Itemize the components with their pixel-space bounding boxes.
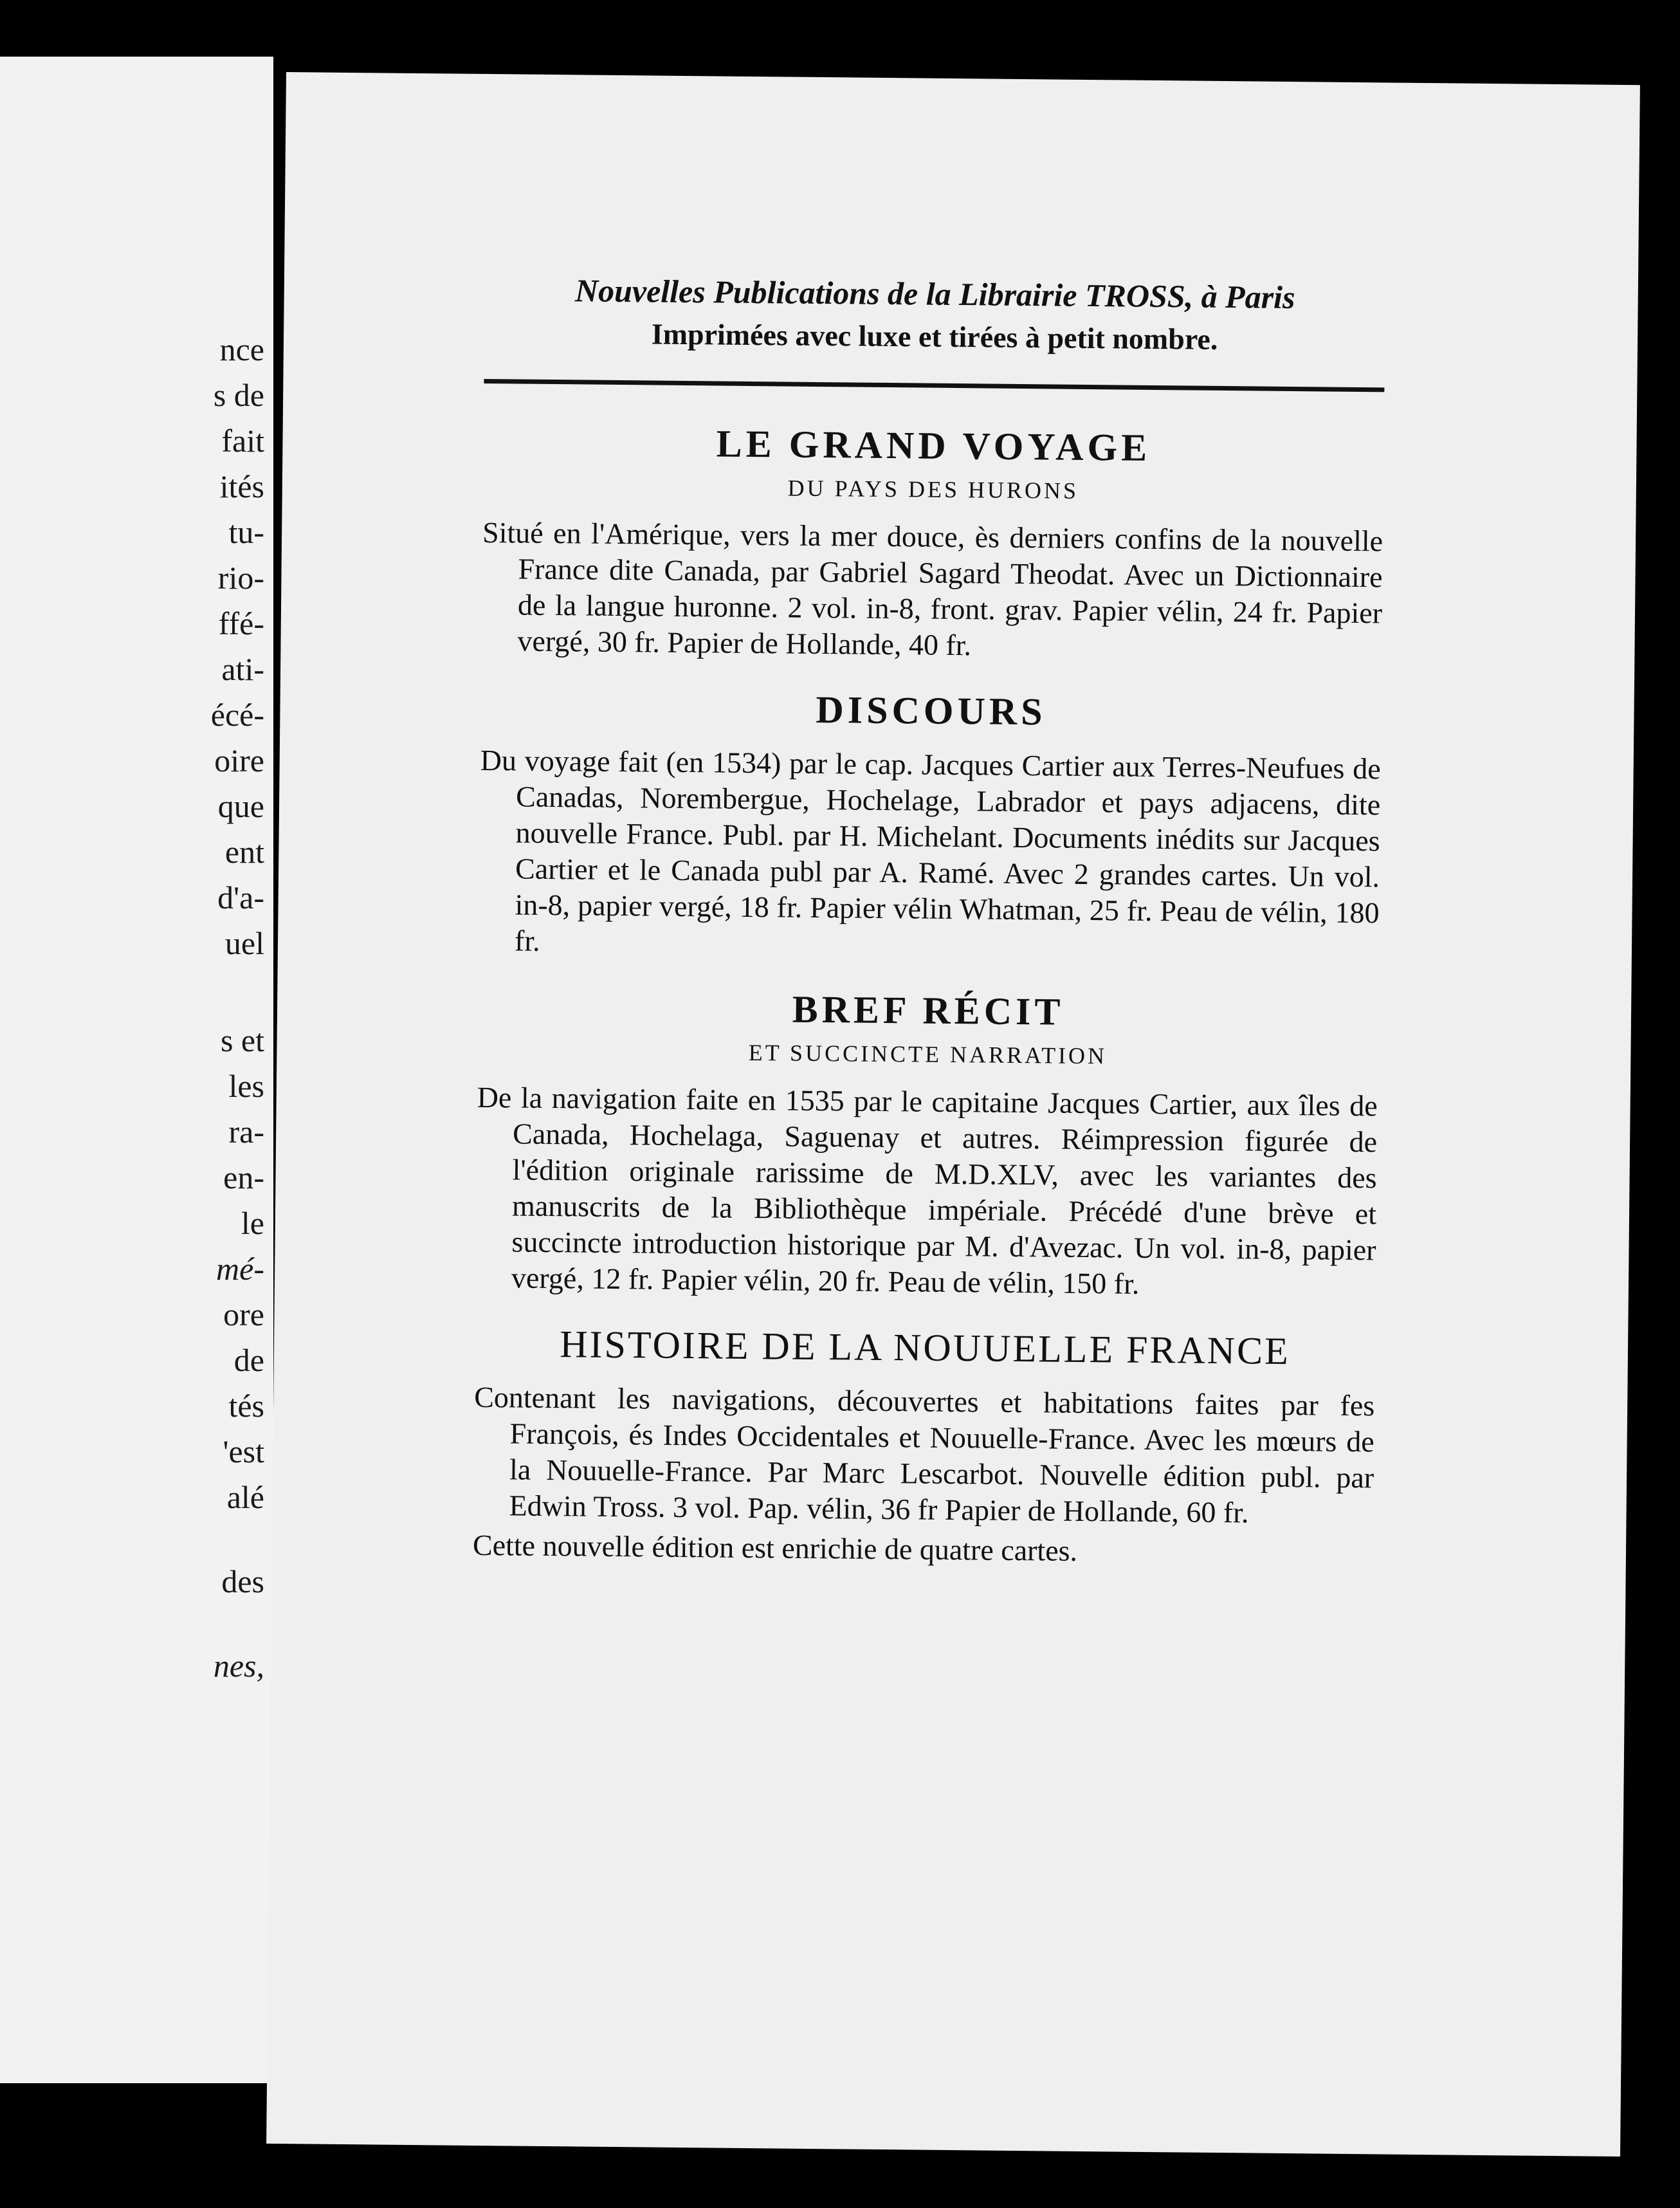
left-fragment: tés (228, 1388, 264, 1424)
entry-subtitle: ET SUCCINCTE NARRATION (748, 1039, 1108, 1069)
entry-note: Cette nouvelle édition est enrichie de quatre cartes. (472, 1528, 1078, 1567)
entry-title: BREF RÉCIT (792, 988, 1064, 1033)
left-fragment: nes, (213, 1648, 264, 1684)
entry-description: Situé en l'Amérique, vers la mer douce, ès derniers confins de la nouvelle France dite Canada, par Gabriel Sagard Theodat. Avec un Dictionnaire de la langue huronne. 2 vol. in-8, front. grav. Papier vélin, 24 fr. Papier vergé, 30 fr. Papier de Hollande, 40 fr. (482, 515, 1383, 662)
entry-subtitle: DU PAYS DES HURONS (787, 475, 1079, 504)
entry-bref-recit (475, 980, 1379, 1304)
left-fragment: de (233, 1342, 264, 1378)
page-content (473, 267, 1385, 1572)
left-fragment-gap (211, 1605, 264, 1643)
entry-grand-voyage (481, 416, 1384, 667)
left-fragment: nce (219, 331, 264, 367)
left-fragment: ent (224, 834, 264, 870)
publisher-subheading: Imprimées avec luxe et tirées à petit nombre. (651, 317, 1218, 356)
left-fragment: oire (214, 742, 264, 778)
entry-description: De la navigation faite en 1535 par le capitaine Jacques Cartier, aux îles de Canada, Hochelaga, Saguenay et autres. Réimpression figurée de l'édition originale rarissime de M.D.XLV, avec les variantes des manuscrits de la Bibliothèque impériale. Précédé d'une brève et succincte introduction historique par M. d'Avezac. Un vol. in-8, papier vergé, 12 fr. Papier vélin, 20 fr. Peau de vélin, 150 fr. (477, 1080, 1378, 1300)
left-fragment: les (228, 1068, 264, 1104)
left-fragment: des (221, 1563, 264, 1599)
right-page (266, 72, 1640, 2157)
left-fragment: ore (223, 1296, 264, 1332)
left-fragment: 'est (223, 1433, 264, 1469)
publisher-heading: Nouvelles Publications de la Librairie TROSS, à Paris (574, 272, 1295, 316)
left-fragment: fait (221, 423, 264, 459)
left-fragment-gap (211, 1520, 264, 1559)
masthead (484, 267, 1385, 362)
left-page (0, 57, 273, 2083)
left-fragment: d'a- (217, 879, 264, 915)
left-fragment: ra- (228, 1114, 264, 1150)
left-fragment: tu- (228, 514, 264, 550)
left-fragment: en- (223, 1159, 264, 1195)
left-fragment-gap (211, 966, 264, 1018)
horizontal-rule (484, 379, 1384, 392)
left-fragment: ati- (221, 651, 264, 687)
left-fragment: écé- (210, 697, 264, 733)
entry-title: LE GRAND VOYAGE (716, 422, 1151, 469)
left-fragment: le (241, 1205, 264, 1241)
entry-histoire (473, 1318, 1376, 1572)
left-fragment: s de (213, 377, 264, 413)
entry-title: DISCOURS (816, 688, 1046, 733)
left-fragment: que (217, 788, 264, 824)
left-fragment: ités (219, 468, 264, 504)
left-fragment: alé (226, 1479, 264, 1515)
left-fragment: mé- (216, 1251, 264, 1287)
left-fragment: s et (220, 1022, 264, 1058)
left-page-text-fragments (211, 327, 264, 1689)
entry-discours (479, 681, 1382, 967)
left-fragment: uel (224, 925, 264, 961)
entry-description: Contenant les navigations, découvertes et habitations faites par fes François, és Indes Occidentales et Nouuelle-France. Avec les mœurs de la Nouuelle-France. Par Marc Lescarbot. Nouvelle édition publ. par Edwin Tross. 3 vol. Pap. vélin, 36 fr Papier de Hollande, 60 fr. (474, 1380, 1375, 1529)
entry-title: HISTOIRE DE LA NOUUELLE FRANCE (559, 1323, 1291, 1373)
left-fragment: ffé- (218, 605, 264, 641)
entry-description: Du voyage fait (en 1534) par le cap. Jacques Cartier aux Terres-Neufues de Canadas, Norembergue, Hochelage, Labrador et pays adjacens, dite nouvelle France. Publ. par H. Michelant. Documents inédits sur Jacques Cartier et le Canada publ par A. Ramé. Avec 2 grandes cartes. Un vol. in-8, papier vergé, 18 fr. Papier vélin Whatman, 25 fr. Peau de vélin, 180 fr. (480, 743, 1381, 957)
left-fragment: rio- (217, 560, 264, 596)
